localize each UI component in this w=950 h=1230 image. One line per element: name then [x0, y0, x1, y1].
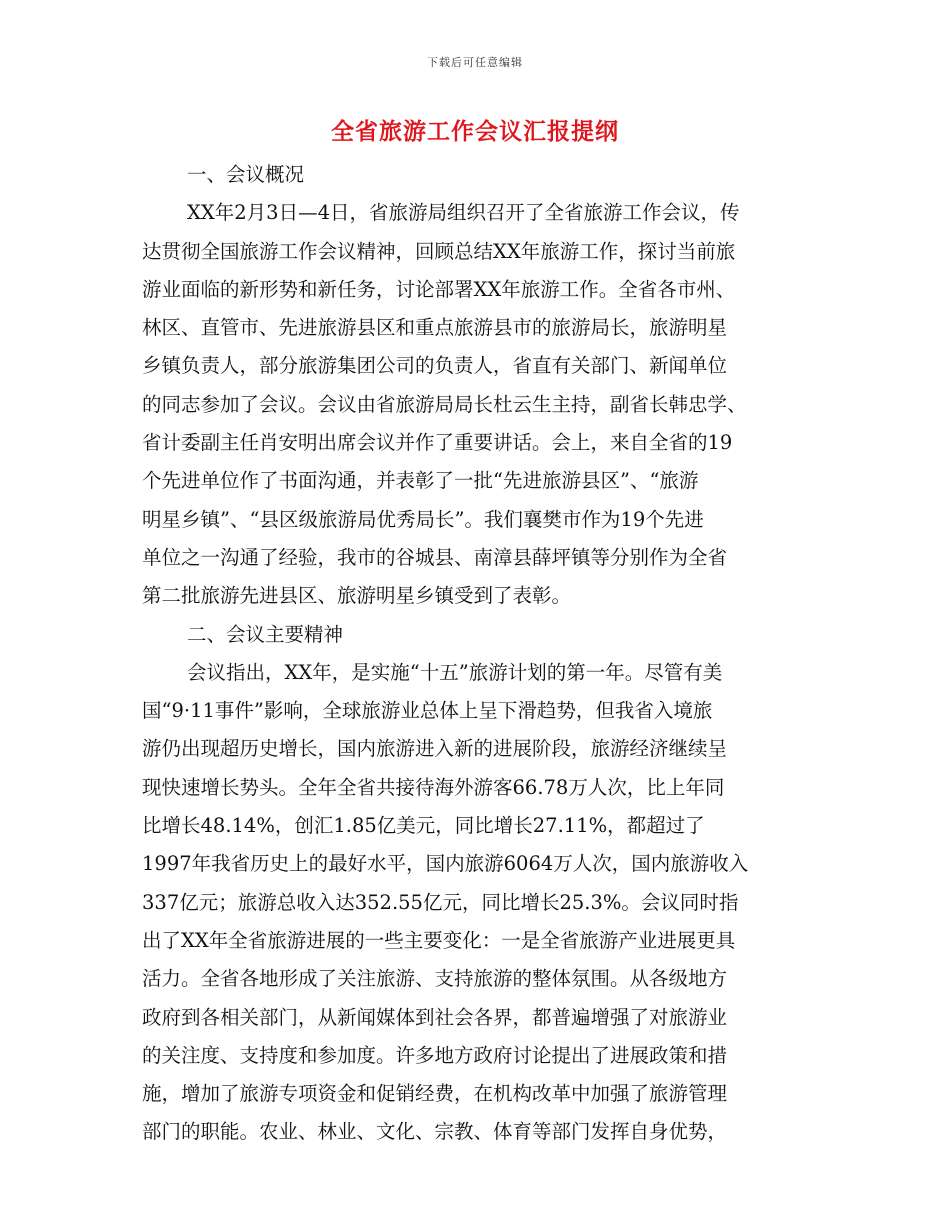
paragraph-line: 游业面临的新形势和新任务，讨论部署XX年旅游工作。全省各市州、	[142, 277, 736, 301]
paragraph-line: 的同志参加了会议。会议由省旅游局局长杜云生主持，副省长韩忠学、	[142, 392, 747, 416]
paragraph-line: 的关注度、支持度和参加度。许多地方政府讨论提出了进展政策和措	[142, 1043, 728, 1067]
paragraph-line: 单位之一沟通了经验，我市的谷城县、南漳县薛坪镇等分别作为全省	[142, 545, 728, 569]
document-body	[142, 156, 814, 1152]
paragraph-line: 施，增加了旅游专项资金和促销经费，在机构改革中加强了旅游管理	[142, 1082, 728, 1106]
paragraph-line: 现快速增长势头。全年全省共接待海外游客66.78万人次，比上年同	[142, 775, 725, 799]
paragraph-line: 明星乡镇”、“县区级旅游局优秀局长”。我们襄樊市作为19个先进	[142, 507, 704, 531]
paragraph-line: 部门的职能。农业、林业、文化、宗教、体育等部门发挥自身优势，	[142, 1120, 728, 1144]
paragraph-line: 出了XX年全省旅游进展的一些主要变化：一是全省旅游产业进展更具	[142, 928, 736, 952]
paragraph-line: 国“9·11事件”影响，全球旅游业总体上呈下滑趋势，但我省入境旅	[142, 699, 713, 723]
paragraph-line: 1997年我省历史上的最好水平，国内旅游6064万人次，国内旅游收入	[142, 852, 749, 876]
section-heading: 二、会议主要精神	[187, 622, 344, 646]
paragraph-line: 林区、直管市、先进旅游县区和重点旅游县市的旅游局长，旅游明星	[142, 316, 728, 340]
document-title: 全省旅游工作会议汇报提纲	[331, 118, 619, 145]
header-note: 下载后可任意编辑	[427, 56, 523, 69]
paragraph-line: 第二批旅游先进县区、旅游明星乡镇受到了表彰。	[142, 584, 572, 608]
paragraph-line: 省计委副主任肖安明出席会议并作了重要讲话。会上，来自全省的19	[142, 431, 733, 455]
paragraph-line: 337亿元；旅游总收入达352.55亿元，同比增长25.3%。会议同时指	[142, 890, 739, 914]
paragraph-line: XX年2月3日—4日，省旅游局组织召开了全省旅游工作会议，传	[187, 201, 740, 225]
paragraph-line: 乡镇负责人，部分旅游集团公司的负责人，省直有关部门、新闻单位	[142, 354, 728, 378]
paragraph-line: 会议指出，XX年，是实施“十五”旅游计划的第一年。尽管有美	[187, 660, 723, 684]
paragraph-line: 个先进单位作了书面沟通，并表彰了一批“先进旅游县区”、“旅游	[142, 469, 699, 493]
paragraph-line: 达贯彻全国旅游工作会议精神，回顾总结XX年旅游工作，探讨当前旅	[142, 239, 736, 263]
section-heading: 一、会议概况	[187, 163, 305, 186]
paragraph-line: 活力。全省各地形成了关注旅游、支持旅游的整体氛围。从各级地方	[142, 967, 728, 991]
paragraph-line: 比增长48.14%，创汇1.85亿美元，同比增长27.11%，都超过了	[142, 814, 705, 838]
paragraph-line: 政府到各相关部门，从新闻媒体到社会各界，都普遍增强了对旅游业	[142, 1005, 728, 1029]
paragraph-line: 游仍出现超历史增长，国内旅游进入新的进展阶段，旅游经济继续呈	[142, 737, 728, 761]
